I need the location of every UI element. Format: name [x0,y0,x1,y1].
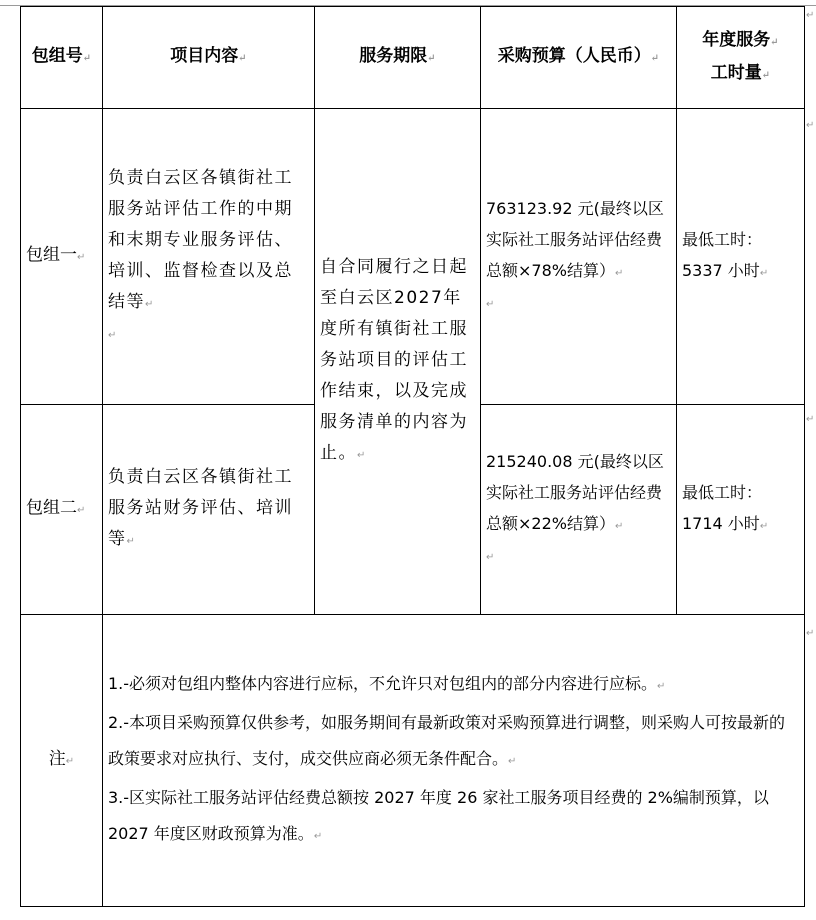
header-hours-line2: 工时量↵ [710,62,771,83]
row-end-mark: ↵ [806,414,815,425]
shared-period: 自合同履行之日起至白云区2027年度所有镇街社工服务站项目的评估工作结束，以及完成服务清单的内容为止。↵ [315,109,481,615]
header-budget: 采购预算（人民币）↵ [481,7,677,109]
header-period: 服务期限↵ [315,7,481,109]
notes-content [103,615,805,907]
row-end-mark: ↵ [806,10,815,21]
header-row [21,7,805,109]
note-item-1: 1.-必须对包组内整体内容进行应标，不允许只对包组内的部分内容进行应标。↵ [108,674,666,693]
header-content: 项目内容↵ [103,7,315,109]
note-item-2: 2.-本项目采购预算仅供参考，如服务期间有最新政策对采购预算进行调整，则采购人可按最新的政策要求对应执行、支付，成交供应商必须无条件配合。↵ [108,713,786,768]
row-end-mark: ↵ [806,120,815,131]
row2-content: 负责白云区各镇街社工服务站财务评估、培训等↵ [103,405,315,615]
row1-group: 包组一↵ [21,109,103,405]
note-item-3: 3.-区实际社工服务站评估经费总额按 2027 年度 26 家社工服务项目经费的 2%编制预算，以 2027 年度区财政预算为准。↵ [108,788,769,843]
row1-budget: 763123.92 元(最终以区实际社工服务站评估经费总额×78%结算）↵ ↵ [481,109,677,405]
notes-label: 注↵ [21,615,103,907]
notes-row [21,615,805,907]
header-hours [677,7,805,109]
row-end-mark: ↵ [806,628,815,639]
table-row [21,109,805,405]
header-hours-line1: 年度服务↵ [702,29,779,50]
row2-budget: 215240.08 元(最终以区实际社工服务站评估经费总额×22%结算）↵ ↵ [481,405,677,615]
row1-hours: 最低工时： 5337 小时↵ [677,109,805,405]
row2-hours: 最低工时： 1714 小时↵ [677,405,805,615]
row2-group: 包组二↵ [21,405,103,615]
procurement-table [20,6,805,907]
row1-content: 负责白云区各镇街社工服务站评估工作的中期和末期专业服务评估、培训、监督检查以及总结等↵ ↵ [103,109,315,405]
header-group: 包组号↵ [21,7,103,109]
